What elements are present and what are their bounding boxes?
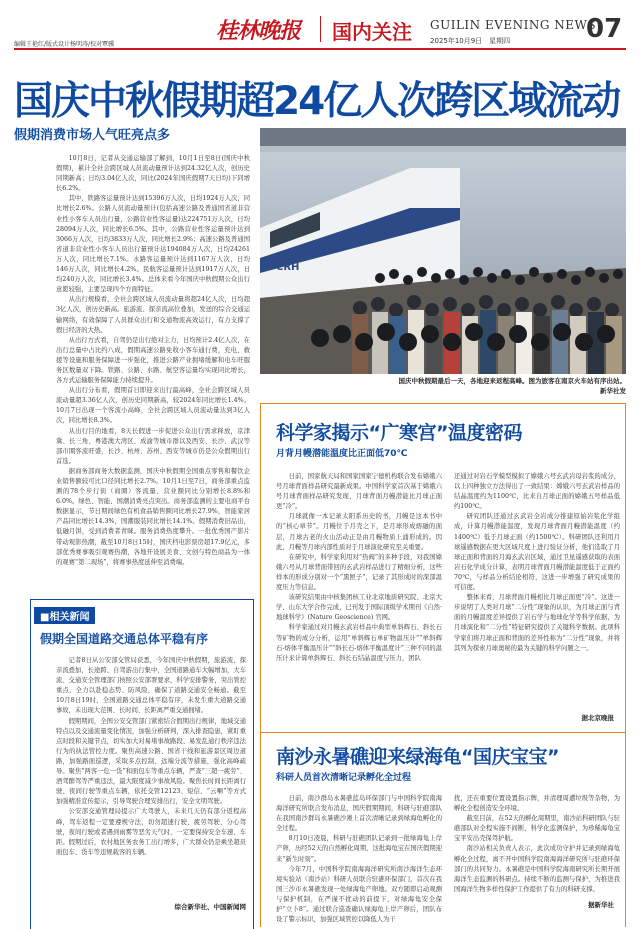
story2-paragraph: 研究团队还通过玄武岩全岩成分推建原始岩浆化学组成，计算月幔潜能温度，发现月球背面月幔潜能温度（约1400℃）低于月球正面（约1500℃）。科研团队还利用月球遥感数据在更大区域尺度上进行验证分析，他们选取了月球正面和背面的月海玄武岩区域，通过卫星遥感获取的表面岩石化学成分计算，表明月球背面月幔潜能温度低于正面约70℃，与样品分析结论相符，这进一步增强了研究成果的可信度。 (454, 513, 620, 592)
related-news-title: 假期全国道路交通总体平稳有序 (40, 632, 209, 646)
page-number: 07 (586, 14, 623, 44)
story3-deck: 科研人员首次清晰记录孵化全过程 (276, 773, 412, 783)
photo-caption-text: 国庆中秋假期最后一天，各地迎来返程高峰。图为旅客在南京火车站有序出站。 (398, 377, 626, 385)
story2-paragraph: 整体来看，月球背面月幔相比月球正面更“冷”。这进一步说明了人类对月球“二分性”现象的认识，为月球正面与背面的月幔温度差异提供了岩石学与地球化学等科学依据，为月球演化和“二分性”特征研究提供了关键科学数据。此项科学家们将月球正面和背面的差异性称为“二分性”现象，并将其列为探索月球奥秘的最为关键的科学问题之一。 (454, 594, 620, 652)
story2-paragraph: 日前，国家航天局和国家国家宁德机构联合发布嫦娥六号月球背面样品研究最新成果。中国科学家首次基于嫦娥六号月球背面样品研究发现，月球背面月幔潜能比月球正面更“冷”。 (276, 473, 442, 511)
masthead-rule (14, 48, 626, 50)
story2-paragraph: 该研究结果由中核集团核工业北京地质研究院、北京大学、山东大学合作完成，已刊发于国际顶级学术期刊《自然·地球科学》(Nature Geoscience) 官网。 (276, 594, 442, 622)
story3-paragraph: 日前，南沙群岛永暑礁蓝岛环保部门与中国科学院南海海洋研究所联合发布消息，国庆假期期间，科研与驻礁部队在我国南沙群岛永暑礁沙滩上首次清晰记录到绿海龟孵化的全过程。 (276, 795, 442, 833)
story3-paragraph: 南沙站相关负责人表示，此次成功守护并记录到绿海龟孵化全过程，离不开中国科学院南海海洋研究所与驻礁环保部门的共同努力。永暑礁是中国科学院海南研究所长期开展海洋生态监测的科研点。持续不断的监测与保护，为推进我国海洋生物多样性保护工作提供了有力的科研支撑。 (454, 845, 620, 893)
story2-column-2 (454, 472, 620, 712)
story2-paragraph: 还通过对岩石学模型模拟了嫦娥六号玄武岩母岩浆的成分，以上四种独立方法得出了一致结果：嫦娥六号玄武岩样品的结晶温度约为1100℃，比来自月球正面的嫦娥五号样品低约100℃。 (454, 473, 620, 511)
photo-caption (330, 376, 626, 396)
lead-paragraph: 从出行方式看，自驾仍是出行绝对主力，日均预计2.4亿人次，在出行总量中占比约八成，假期高速公路免收小客车通行费，充电、救援等设施和服务保障进一步强化，推进公路产业拥堵缓解和电车旺服务区数量双下降。铁路、公路、水路、航空客运量均实现同比增长，各方式运输服务保障能力持续提升。 (56, 336, 250, 385)
related-paragraph: 公安部交通管理局提示广大驾驶人，未来几天仍有部分返程高峰，驾车返程一定要遵规守法，切勿超速行驶、疲劳驾驶、分心驾驶，夜间行驶或者遇到雨雾等恶劣天气时，一定要保持安全车速、车距。假期过后，农村地区务农务工出行增多，广大群众仍是乘坐超员面包车、货车等违规载客的车辆。 (56, 808, 246, 856)
section-name: 国内关注 (332, 20, 412, 44)
related-paragraph: 假期期间，全国公安交管部门紧密结合假期出行规律，地域交通特点以及交通流量变化情况，加强分析研判，深入排查隐患，紧盯重点时段和关键节点，切实加大对易堵事故路段、易发乱通行秩序违法行为的执法管控力度。聚焦高速公路、国省干线和旅游景区周边道路，加强路面巡逻，采取多点控制、远端分流等措施，强化高峰疏导。聚焦“两客一危一货”和面包车等重点车辆，严查“三超一疲劳”、酒驾醉驾等严重违法，最大限度减少事故风险。聚焦长时间长距离行驶、夜间行驶等重点车辆，依托交管12123、短信、“云喇”等方式加强精准宣传提示，引导驾驶合理安排出行，安全文明驾驶。 (56, 717, 246, 806)
story3-source: 据新华社 (588, 901, 614, 909)
story3-column-1 (276, 794, 442, 924)
station-crowd-photo (260, 128, 626, 374)
related-news-source: 综合新华社、中国新闻网 (174, 903, 246, 911)
lead-paragraph: 从出行分布看，假期首日即迎来出行最高峰，全社会跨区域人员流动量超3.36亿人次，创历史同期新高，较2024年同比增长1.4%。10月7日出现一个客流小高峰，全社会跨区域人员流动量达到3亿人次，同比增长8.3%。 (56, 387, 250, 425)
related-paragraph: 记者8日从公安部交管局获悉，今年国庆中秋假期，旅游流、探亲流叠加，长途跨、自驾游出行集中，全国道路通车大幅增加，大车流、交通安全管理部门按照公安部署要求，科学安排警务，突出管控重点，全力以赴稳态势、防风险，确保了道路交通安全畅通。截至10月8日19时，全国道路交通总体平稳有序，未发生重大道路交通事故，未出现大范围、长时间、长距离严重交通拥堵。 (56, 657, 246, 715)
newspaper-logo: 桂林晚报 (216, 18, 301, 44)
story2-column-1 (276, 472, 442, 712)
story2-paragraph: 在研究中，科学家利用对“热阀”的多种手段，对我国嫦娥六号从月球背面带回的玄武岩样品进行了精细分析，这些样本的形成分别对一个“黑匣子”，记录了其形成时的深部温度压力等信息。 (276, 553, 442, 592)
editor-info: 编辑王艳红/版式设计杨明涛/校对覃骥 (14, 41, 115, 48)
related-news-body (56, 656, 246, 898)
story3-title: 南沙永暑礁迎来绿海龟“国庆宝宝” (276, 746, 559, 768)
related-news-tag: ■相关新闻 (34, 607, 95, 624)
lead-headline: 国庆中秋假期超24亿人次跨区域流动 (14, 79, 620, 124)
story3-paragraph: 今年7月，中国科学院南海海洋研究所南沙海洋生态环境实验站（南沙站）科研人员联合驻礁环保部门，首次在我国三沙市永暑礁发现一处绿海龟产卵地。双方随即启动观测与保护机制，在严谨不扰动的前提下，对绿海龟安全保护“立卜8”。通过联合巡查确认绿海龟上岸产卵后，团队布设了警示标识，加强区域管控以降低人为干 (276, 865, 442, 924)
issue-date: 2025年10月9日 星期四 (430, 37, 511, 45)
story2-paragraph: 月球就像一本记录太阳系历史的书，月幔是这本书中的“核心章节”。月幔位于月壳之下，是月球形成熔融的面层，月球古老的火山活动正是由月幔物质上涌形成的。因此，月幔等月球内部性质对于月球演化研究至关重要。 (276, 513, 442, 551)
lead-paragraph: 其中，铁路客运量预计达到15396万人次，日均1924万人次，同比增长2.6%。公路人员流动量预计(包括高速公路及普通国省道非营业性小客车人员出行量，公路营业性客运量)达224751万人次，日均28094万人次，同比增长6.5%。其中，公路营业性客运量预计达到3066万人次，日均3833万人次，同比增长2.9%；高速公路及普通国省道非营业性小客车人员出行量预计达194084万人次，日均24261万人次，同比增长7.1%。水路客运量预计达到1167万人次，日均146万人次，同比增长4.2%。民航客运量预计达到1917万人次，日均240万人次，同比增长3.4%。总体来看今年国庆中秋假期公众出行意愿较强，主要呈现四个方面特征。 (56, 195, 250, 294)
lead-paragraph: 从出行目的地看，8天长假进一步促进公众出行需求释放，京津冀、长三角、粤港澳大湾区、成渝等城市群以及西安、长沙、武汉等部市圈客流旺盛，长沙、杭州、苏州、西安等城市仍是公众假期出行首选。 (56, 427, 250, 465)
lead-body (56, 154, 250, 588)
train-badge: CRH (276, 262, 300, 273)
story2-title: 科学家揭示“广寒宫”温度密码 (276, 422, 522, 444)
lead-paragraph: 10月8日，记者从交通运输部了解到，10月1日至8日(国庆中秋假期)，累计全社会跨区域人员流动量预计达到24.32亿人次，创历史同期新高；日均3.04亿人次，同比(2024年国庆假期7天日均)下同增长6.2%。 (56, 155, 250, 193)
lead-paragraph: 据商务部商务大数据监测，国庆中秋假期全国重点零售和餐饮企业销售额较可比口径同比增长2.7%。10月1日至7日，商务部重点监测的78个步行街（商圈）客流量、营业额同比分别增长8.8%和6.0%。绿色、智能、国潮消费亮点突出。商务部监测的主要电商平台数据显示，节日期间绿色有机食品销售额同比增长27.9%，智能家居产品同比增长14.3%，国潮服装同比增长14.1%。假期消费旧品出，低融月饼，受到消费者青睐。服务消费热度攀升。一批优秀国产影片带动观影热潮，截至10月8日15时，国庆档电影票房超17.9亿元，多部优秀赛事吸引观赛热潮，各地开设展美食、文创与特色商品为一体的观赛“第二现场”，将赛事热度延伸至消费端。 (56, 467, 250, 566)
paper-english-name: GUILIN EVENING NEWS (430, 18, 597, 32)
story2-deck: 月背月幔潜能温度比正面低70℃ (276, 449, 408, 459)
lead-deck: 假期消费市场人气旺亮点多 (14, 128, 171, 143)
story3-paragraph: 8月10日凌晨，科研与驻礁团队记录到一批绿海龟上岸产卵，历经52天的自然孵化周期，这批海龟宝在国庆假期迎来“新生时刻”。 (276, 835, 442, 863)
news-photo (260, 128, 626, 374)
story2-paragraph: 科学家通过对月幔玄武岩样品中典型单斜辉石、斜长石等矿物的成分分析，运用“单斜辉石单矿物温压计”“单斜辉石-熔体平衡温压计”“斜长石-熔体平衡温度计”三种不同的温压计来计算单斜辉石、斜长石结晶温度与压力，团队 (276, 624, 442, 662)
masthead (0, 0, 640, 46)
story2-source: 据北京晚报 (581, 714, 614, 722)
story3-paragraph: 截至目前，在52天的孵化周期里，南沙站科研团队与驻礁部队对全程实施不间断、科学化监测保护，为珍稀海龟宝宝平安出壳保驾护航。 (454, 815, 620, 843)
masthead-divider (320, 16, 321, 42)
lead-paragraph: 从出行规模看，全社会跨区域人员流动量将超24亿人次，日均超3亿人次，创历史新高。旅游流、探亲流高位叠加，发送的综合交通运输网络，有效保障了人员群众出行和交通物流高效运行，有力支撑了假日经济的大热。 (56, 296, 250, 334)
story3-column-2 (454, 794, 620, 898)
story3-paragraph: 扰，还在重要位置设置指示牌，并清理周遭垃圾等杂物，为孵化全程创造安全环境。 (454, 795, 620, 813)
photo-credit: 新华社发 (600, 387, 626, 395)
